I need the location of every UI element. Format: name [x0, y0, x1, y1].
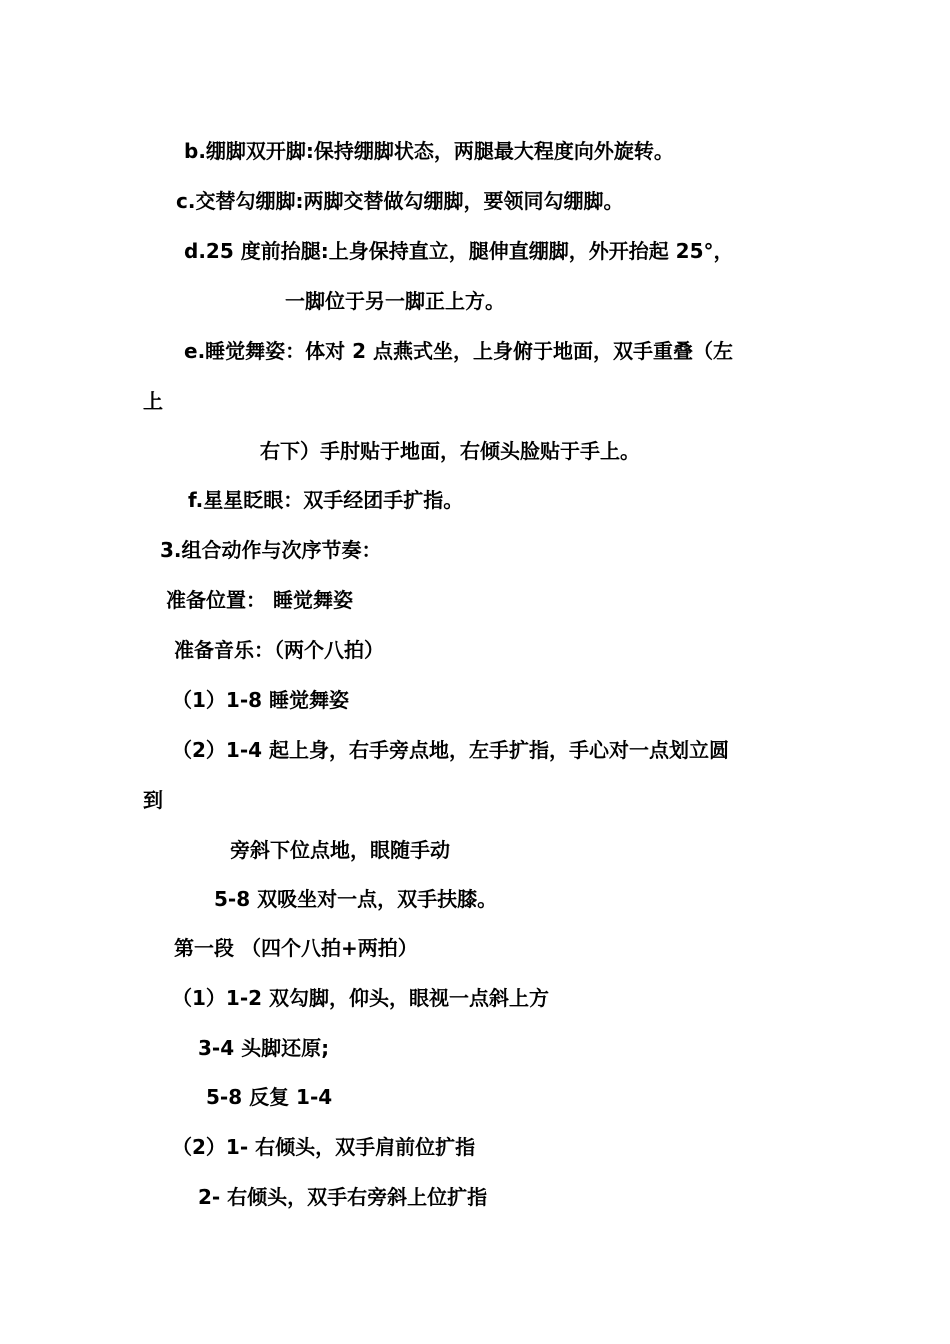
text-line-b-double-open-foot: b.绷脚双开脚:保持绷脚状态，两腿最大程度向外旋转。: [184, 139, 674, 163]
text-line-e-wrap: 上: [143, 389, 163, 413]
text-line-ready-position: 准备位置： 睡觉舞姿: [166, 588, 353, 612]
text-line-d-continuation: 一脚位于另一脚正上方。: [285, 289, 505, 313]
text-line-part1-step2: （2）1- 右倾头，双手肩前位扩指: [172, 1135, 476, 1159]
text-line-e-continuation: 右下）手肘贴于地面，右倾头脸贴于手上。: [260, 439, 640, 463]
text-line-part1-3-4: 3-4 头脚还原;: [198, 1036, 330, 1060]
text-line-part1-step1: （1）1-2 双勾脚，仰头，眼视一点斜上方: [172, 986, 550, 1010]
text-line-step-2-continuation: 旁斜下位点地，眼随手动: [230, 838, 450, 862]
text-line-step-2-5-8: 5-8 双吸坐对一点，双手扶膝。: [214, 887, 498, 911]
text-line-d-front-leg-lift: d.25 度前抬腿:上身保持直立，腿伸直绷脚，外开抬起 25°，: [184, 239, 734, 263]
section-heading-combination: 3.组合动作与次序节奏：: [160, 538, 382, 562]
text-line-step-2-wrap: 到: [143, 788, 163, 812]
section-heading-part-one: 第一段 （四个八拍+两拍）: [174, 936, 418, 960]
text-line-f-star-blink: f.星星眨眼：双手经团手扩指。: [188, 488, 464, 512]
text-line-ready-music: 准备音乐：（两个八拍）: [174, 638, 384, 662]
text-line-step-2: （2）1-4 起上身，右手旁点地，左手扩指，手心对一点划立圆: [172, 738, 730, 762]
text-line-e-sleeping-pose: e.睡觉舞姿：体对 2 点燕式坐，上身俯于地面，双手重叠（左: [184, 339, 734, 363]
text-line-part1-step2-beat2: 2- 右倾头，双手右旁斜上位扩指: [198, 1185, 488, 1209]
text-line-c-alternating-flex-point: c.交替勾绷脚:两脚交替做勾绷脚，要领同勾绷脚。: [176, 189, 624, 213]
text-line-part1-5-8: 5-8 反复 1-4: [206, 1085, 333, 1109]
text-line-step-1: （1）1-8 睡觉舞姿: [172, 688, 350, 712]
